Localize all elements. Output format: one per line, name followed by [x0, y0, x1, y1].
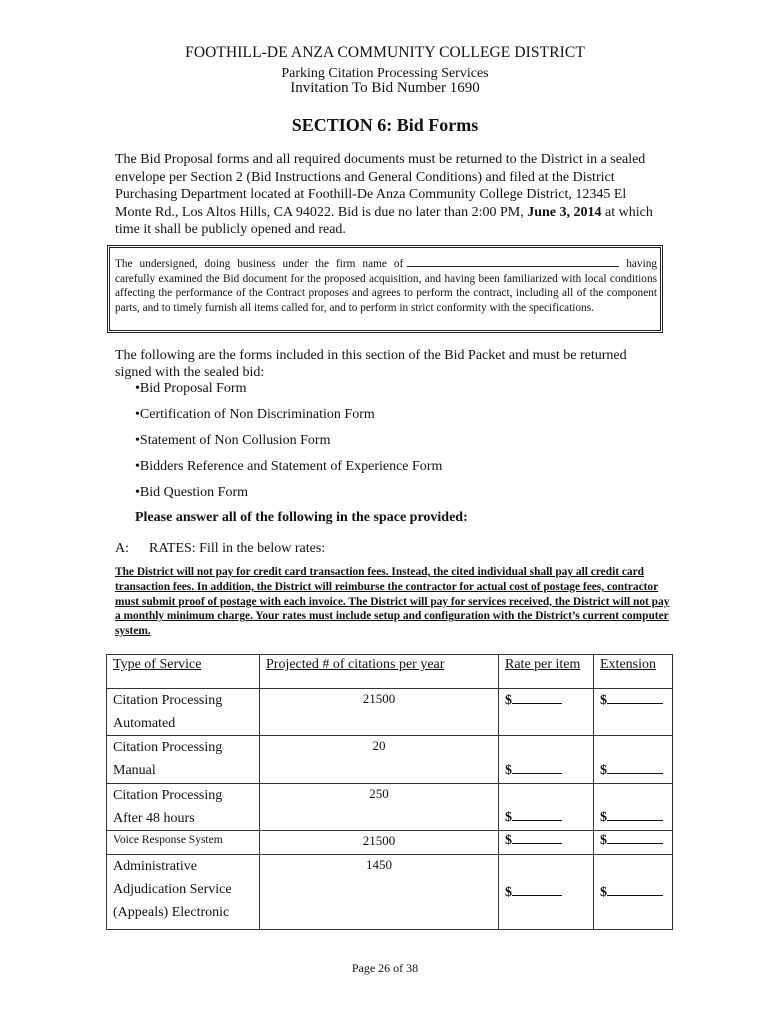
rates-notice: The District will not pay for credit card transaction fees. Instead, the cited individual shall pay all credit card transaction fees. In addition, the District will reimburse the contractor for actual cost of postage fees, contractor must submit proof of postage with each invoice. The District will pay for services received, the District will not pay a monthly minimum charge. Your rates must include setup and configuration with the District’s current computer system. [115, 566, 670, 638]
rate-blank[interactable] [505, 692, 562, 709]
projected-value: 21500 [260, 689, 499, 736]
currency-symbol: $ [600, 693, 607, 708]
currency-symbol: $ [505, 833, 512, 848]
service-heading: Parking Citation Processing Services [281, 66, 489, 81]
bid-number-heading: Invitation To Bid Number 1690 [290, 80, 480, 96]
currency-symbol: $ [600, 884, 607, 900]
form-item-bid-proposal: •Bid Proposal Form [135, 381, 247, 396]
intro-paragraph [115, 151, 660, 239]
currency-symbol: $ [600, 833, 607, 848]
intro-after-date: at which time it shall be publicly opened and read. [115, 204, 653, 237]
currency-symbol: $ [505, 810, 512, 825]
form-item-non-collusion: •Statement of Non Collusion Form [135, 433, 331, 448]
page-number: Page 26 of 38 [351, 961, 419, 975]
extension-blank[interactable] [600, 832, 663, 849]
table-row [107, 784, 673, 831]
section-title: SECTION 6: Bid Forms [291, 115, 479, 135]
projected-value: 21500 [260, 831, 499, 855]
header-projected: Projected # of citations per year [266, 657, 445, 672]
extension-blank[interactable] [600, 884, 663, 901]
table-row [107, 831, 673, 855]
service-name: Citation Processing [113, 788, 223, 803]
header-rate: Rate per item [505, 657, 581, 672]
rates-title: RATES: Fill in the below rates: [149, 541, 326, 556]
service-name: Citation Processing [113, 740, 223, 755]
undersigned-body: having carefully examined the Bid document for the proposed acquisition, and having been familiarized with local conditions affecting the performance of the Contract proposes and agrees to perform the contract, including all of the component parts, and to timely furnish all items called for, and to perform in strict conformity with the specifications. [115, 258, 658, 314]
service-name: After 48 hours [113, 811, 195, 826]
header-extension: Extension [600, 657, 656, 672]
form-item-bid-question: •Bid Question Form [135, 485, 249, 500]
currency-symbol: $ [505, 884, 512, 900]
service-name: Manual [113, 763, 156, 778]
projected-value: 20 [260, 736, 499, 784]
firm-name-blank[interactable] [407, 256, 619, 267]
rate-blank[interactable] [505, 884, 562, 901]
rates-table [106, 654, 673, 930]
intro-text: The Bid Proposal forms and all required documents must be returned to the District in a sealed envelope per Section 2 (Bid Instructions and General Conditions) and filed at the District Purchasing Department located at Foothill-De Anza Community College District, 12345 El Monte Rd., Los Altos Hills, CA 94022. Bid is due no later than 2:00 PM, [115, 152, 646, 220]
service-name: Voice Response System [107, 831, 260, 855]
rate-blank[interactable] [505, 762, 562, 779]
table-row [107, 736, 673, 784]
table-header-row [107, 655, 673, 689]
service-name: Citation Processing [113, 693, 223, 708]
due-date: June 3, 2014 [527, 204, 602, 220]
extension-blank[interactable] [600, 762, 663, 779]
currency-symbol: $ [600, 810, 607, 825]
form-item-non-discrimination: •Certification of Non Discrimination Form [135, 407, 375, 422]
projected-value: 250 [260, 784, 499, 831]
service-name: Automated [113, 716, 176, 731]
table-row [107, 689, 673, 736]
service-name: Adjudication Service [113, 882, 232, 897]
forms-intro: The following are the forms included in this section of the Bid Packet and must be returned signed with the sealed bid: [115, 348, 627, 380]
form-item-references: •Bidders Reference and Statement of Experience Form [135, 459, 443, 474]
extension-blank[interactable] [600, 692, 663, 709]
district-heading: FOOTHILL-DE ANZA COMMUNITY COLLEGE DISTRICT [185, 44, 585, 61]
service-name: (Appeals) Electronic [113, 905, 230, 920]
projected-value: 1450 [260, 855, 499, 930]
please-answer: Please answer all of the following in the space provided: [135, 510, 468, 525]
undersigned-lead: The undersigned, doing business under the firm name of [115, 258, 404, 270]
currency-symbol: $ [600, 763, 607, 778]
service-name: Administrative [113, 859, 197, 874]
rates-letter: A: [115, 541, 129, 556]
table-row [107, 855, 673, 930]
rate-blank[interactable] [505, 809, 562, 826]
extension-blank[interactable] [600, 809, 663, 826]
rate-blank[interactable] [505, 832, 562, 849]
undersigned-box [107, 245, 663, 333]
currency-symbol: $ [505, 763, 512, 778]
currency-symbol: $ [505, 693, 512, 708]
header-type: Type of Service [113, 657, 202, 672]
